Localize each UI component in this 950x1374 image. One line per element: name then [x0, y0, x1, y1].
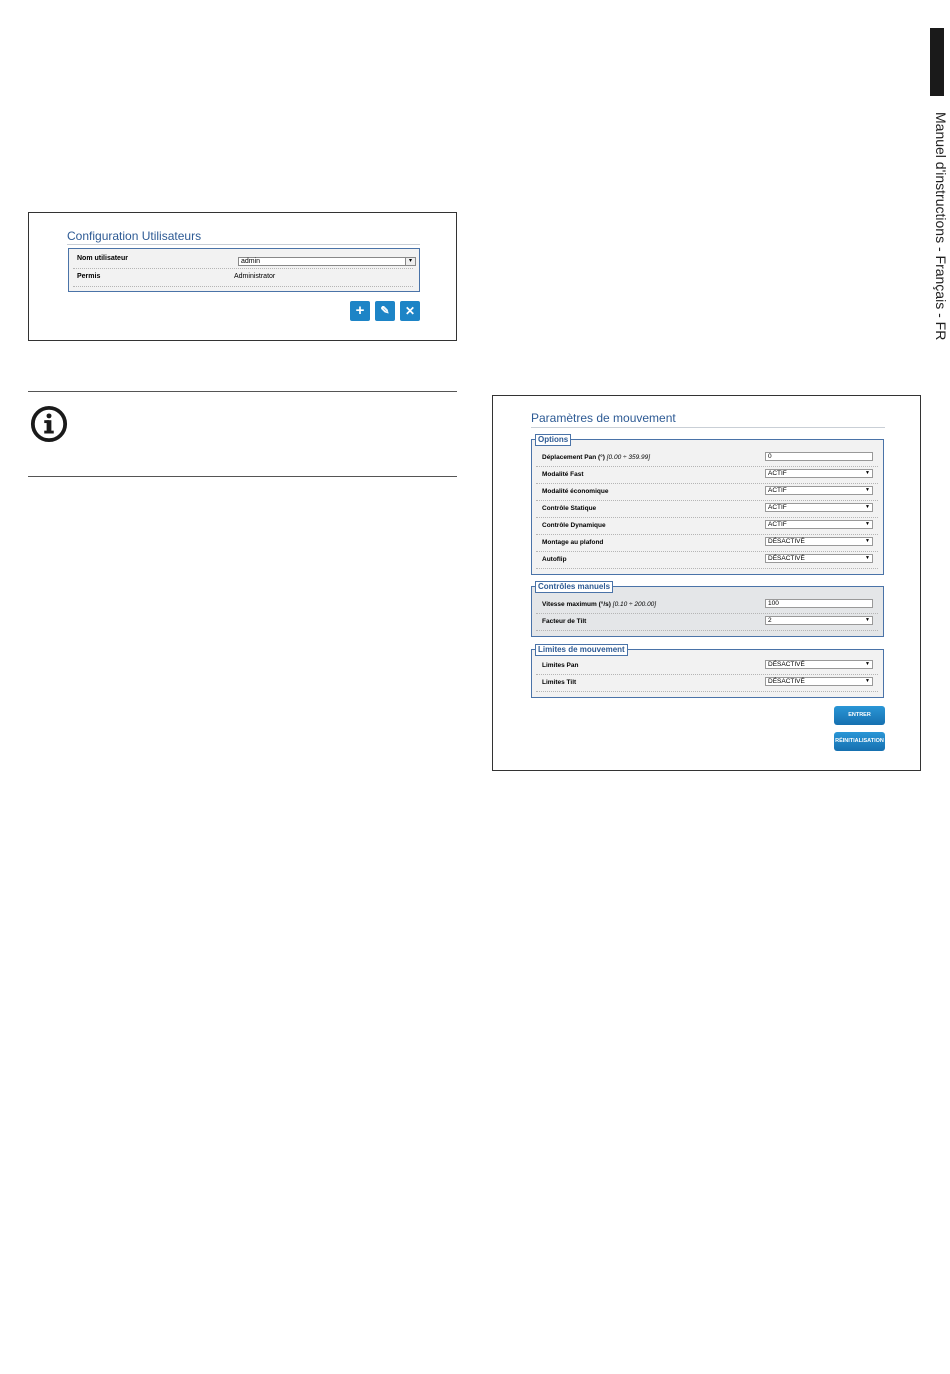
ceiling-mount-row: [536, 534, 878, 552]
submit-button[interactable]: ENTRER: [834, 706, 885, 725]
chevron-down-icon: ▼: [865, 555, 870, 561]
autoflip-select[interactable]: DÉSACTIVÉ ▼: [765, 554, 873, 563]
max-speed-label: Vitesse maximum (°/s) [0.10 ÷ 200.00]: [542, 601, 657, 608]
options-legend: Options: [535, 434, 571, 446]
fast-mode-row: [536, 466, 878, 484]
title-divider: [531, 427, 885, 428]
chevron-down-icon: ▼: [865, 504, 870, 510]
tilt-factor-row: [536, 613, 878, 631]
username-row: [73, 251, 413, 269]
username-value: admin: [241, 258, 261, 265]
pan-offset-row: [536, 449, 878, 467]
pencil-icon: ✎: [380, 305, 390, 317]
note-top-rule: [28, 391, 457, 392]
eco-mode-row: [536, 483, 878, 501]
tilt-limits-row: [536, 674, 878, 692]
chevron-down-icon: ▼: [865, 521, 870, 527]
options-fieldset: [531, 435, 884, 575]
section-tab-marker: [930, 28, 944, 96]
chevron-down-icon: ▼: [865, 470, 870, 476]
tilt-factor-label: Facteur de Tilt: [542, 618, 587, 625]
close-icon: ✕: [404, 304, 416, 318]
permission-label: Permis: [77, 273, 101, 280]
permission-value: Administrator: [234, 273, 276, 280]
manual-controls-fieldset: [531, 582, 884, 637]
ceiling-mount-label: Montage au plafond: [542, 539, 604, 546]
dynamic-control-label: Contrôle Dynamique: [542, 522, 606, 529]
tilt-factor-select[interactable]: 2 ▼: [765, 616, 873, 625]
delete-user-button[interactable]: [400, 301, 420, 321]
max-speed-input[interactable]: 100: [765, 599, 873, 608]
chevron-down-icon: ▼: [865, 617, 870, 623]
chevron-down-icon: ▼: [865, 487, 870, 493]
add-user-button[interactable]: [350, 301, 370, 321]
movement-params-title: Paramètres de mouvement: [531, 411, 676, 425]
manual-side-label: Manuel d'instructions - Français - FR: [933, 112, 949, 341]
fast-mode-label: Modalité Fast: [542, 471, 584, 478]
pan-limits-select[interactable]: DÉSACTIVÉ ▼: [765, 660, 873, 669]
eco-mode-select[interactable]: ACTIF ▼: [765, 486, 873, 495]
static-control-row: [536, 500, 878, 518]
info-circle-icon: [30, 405, 68, 443]
dynamic-control-select[interactable]: ACTIF ▼: [765, 520, 873, 529]
max-speed-row: [536, 596, 878, 614]
ceiling-mount-select[interactable]: DÉSACTIVÉ ▼: [765, 537, 873, 546]
edit-user-button[interactable]: [375, 301, 395, 321]
pan-offset-label: Déplacement Pan (°) [0.00 ÷ 359.99]: [542, 454, 651, 461]
pan-limits-label: Limites Pan: [542, 662, 579, 669]
chevron-down-icon: ▼: [865, 678, 870, 684]
chevron-down-icon: ▼: [865, 538, 870, 544]
eco-mode-label: Modalité économique: [542, 488, 609, 495]
manual-controls-legend: Contrôles manuels: [535, 581, 613, 593]
dynamic-control-row: [536, 517, 878, 535]
chevron-down-icon: ▼: [865, 661, 870, 667]
static-control-select[interactable]: ACTIF ▼: [765, 503, 873, 512]
movement-limits-fieldset: [531, 645, 884, 698]
fast-mode-select[interactable]: ACTIF ▼: [765, 469, 873, 478]
note-bottom-rule: [28, 476, 457, 477]
reset-button[interactable]: RÉINITIALISATION: [834, 732, 885, 751]
title-divider: [67, 244, 420, 245]
plus-icon: +: [355, 302, 365, 319]
movement-params-panel: [492, 395, 921, 771]
users-config-panel: [28, 212, 457, 341]
users-config-title: Configuration Utilisateurs: [67, 229, 202, 243]
username-label: Nom utilisateur: [77, 255, 128, 262]
tilt-limits-label: Limites Tilt: [542, 679, 577, 686]
autoflip-label: Autoflip: [542, 556, 567, 563]
permission-row: [73, 269, 413, 287]
pan-offset-input[interactable]: 0: [765, 452, 873, 461]
static-control-label: Contrôle Statique: [542, 505, 597, 512]
users-config-form: [68, 248, 420, 292]
chevron-down-icon: ▾: [405, 258, 415, 265]
movement-limits-legend: Limites de mouvement: [535, 644, 628, 656]
tilt-limits-select[interactable]: DÉSACTIVÉ ▼: [765, 677, 873, 686]
username-select[interactable]: [238, 257, 416, 266]
autoflip-row: [536, 551, 878, 569]
pan-limits-row: [536, 657, 878, 675]
